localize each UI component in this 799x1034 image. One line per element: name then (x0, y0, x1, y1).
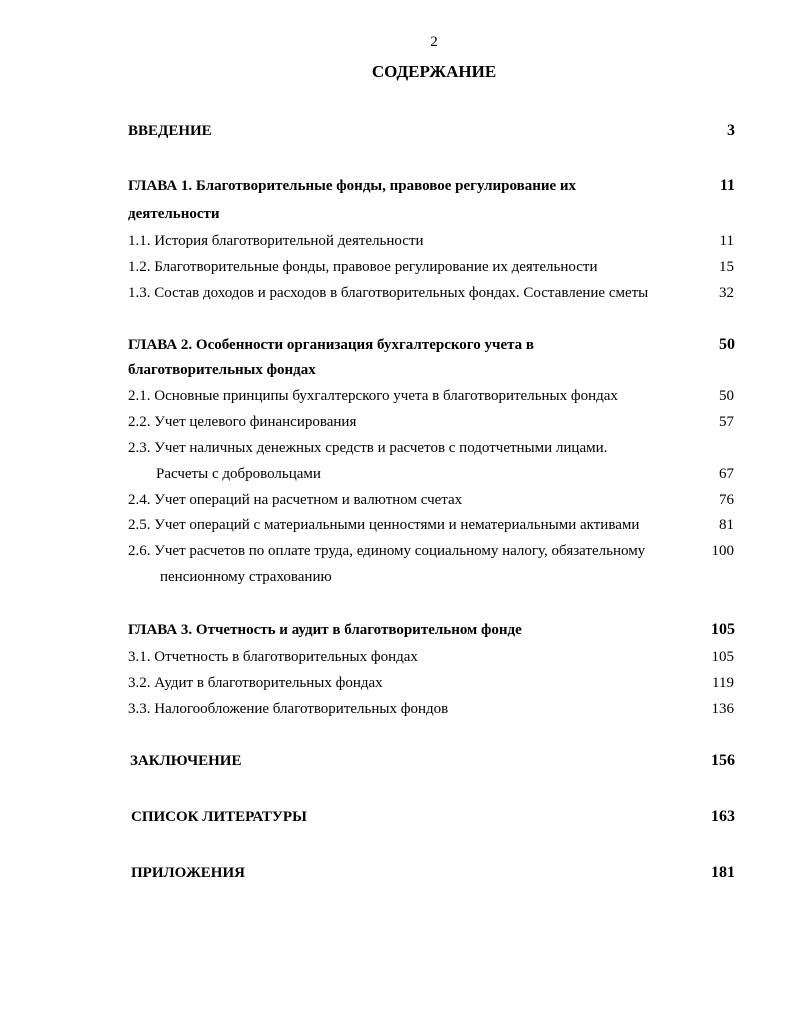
toc-item-3-3-page: 136 (711, 701, 734, 717)
toc-item-2-6-cont: пенсионному страхованию (160, 569, 332, 585)
toc-chapter1-page: 11 (719, 177, 735, 194)
toc-item-1-2-page: 15 (719, 259, 734, 275)
page-title: СОДЕРЖАНИЕ (371, 62, 497, 81)
toc-intro-page: 3 (727, 122, 735, 139)
toc-chapter3-page: 105 (711, 621, 735, 638)
toc-chapter1-title-cont: деятельности (128, 206, 220, 222)
toc-item-2-3-page: 67 (719, 466, 734, 482)
toc-item-2-4-page: 76 (719, 492, 734, 508)
toc-item-1-3-page: 32 (719, 285, 734, 301)
toc-item-2-1: 2.1. Основные принципы бухгалтерского учета в благотворительных фондах (128, 388, 618, 404)
toc-chapter2-title-cont: благотворительных фондах (128, 362, 316, 378)
toc-item-1-1-page: 11 (719, 233, 734, 249)
toc-item-2-4: 2.4. Учет операций на расчетном и валютном счетах (128, 492, 463, 508)
toc-item-3-2: 3.2. Аудит в благотворительных фондах (128, 675, 383, 691)
toc-item-3-3: 3.3. Налогообложение благотворительных фондов (128, 701, 449, 717)
toc-item-2-5: 2.5. Учет операций с материальными ценностями и нематериальными активами (128, 517, 640, 533)
toc-chapter3-title: ГЛАВА 3. Отчетность и аудит в благотворительном фонде (128, 622, 522, 638)
toc-chapter2-title: ГЛАВА 2. Особенности организация бухгалтерского учета в (128, 337, 535, 353)
toc-item-1-1: 1.1. История благотворительной деятельности (128, 233, 424, 249)
toc-conclusion-label: ЗАКЛЮЧЕНИЕ (130, 753, 242, 769)
toc-item-2-6: 2.6. Учет расчетов по оплате труда, единому социальному налогу, обязательному (128, 543, 646, 559)
toc-references-label: СПИСОК ЛИТЕРАТУРЫ (131, 809, 307, 825)
toc-references-page: 163 (711, 808, 735, 825)
toc-item-3-1-page: 105 (711, 649, 734, 665)
toc-item-2-3: 2.3. Учет наличных денежных средств и расчетов с подотчетными лицами. (128, 440, 608, 456)
toc-chapter1-title: ГЛАВА 1. Благотворительные фонды, правовое регулирование их (128, 178, 577, 194)
toc-item-2-2: 2.2. Учет целевого финансирования (128, 414, 357, 430)
toc-item-2-3-cont: Расчеты с добровольцами (156, 466, 321, 482)
toc-item-2-5-page: 81 (719, 517, 734, 533)
toc-item-1-2: 1.2. Благотворительные фонды, правовое регулирование их деятельности (128, 259, 598, 275)
toc-item-3-1: 3.1. Отчетность в благотворительных фондах (128, 649, 418, 665)
page-number: 2 (430, 34, 438, 50)
toc-appendices-page: 181 (711, 864, 735, 881)
toc-intro-label: ВВЕДЕНИЕ (128, 123, 212, 139)
toc-chapter2-page: 50 (719, 336, 735, 353)
toc-appendices-label: ПРИЛОЖЕНИЯ (131, 865, 245, 881)
toc-item-2-6-page: 100 (711, 543, 734, 559)
toc-item-2-1-page: 50 (719, 388, 734, 404)
toc-item-1-3: 1.3. Состав доходов и расходов в благотворительных фондах. Составление сметы (128, 285, 649, 301)
toc-item-3-2-page: 119 (712, 675, 734, 691)
toc-conclusion-page: 156 (711, 752, 735, 769)
toc-item-2-2-page: 57 (719, 414, 734, 430)
